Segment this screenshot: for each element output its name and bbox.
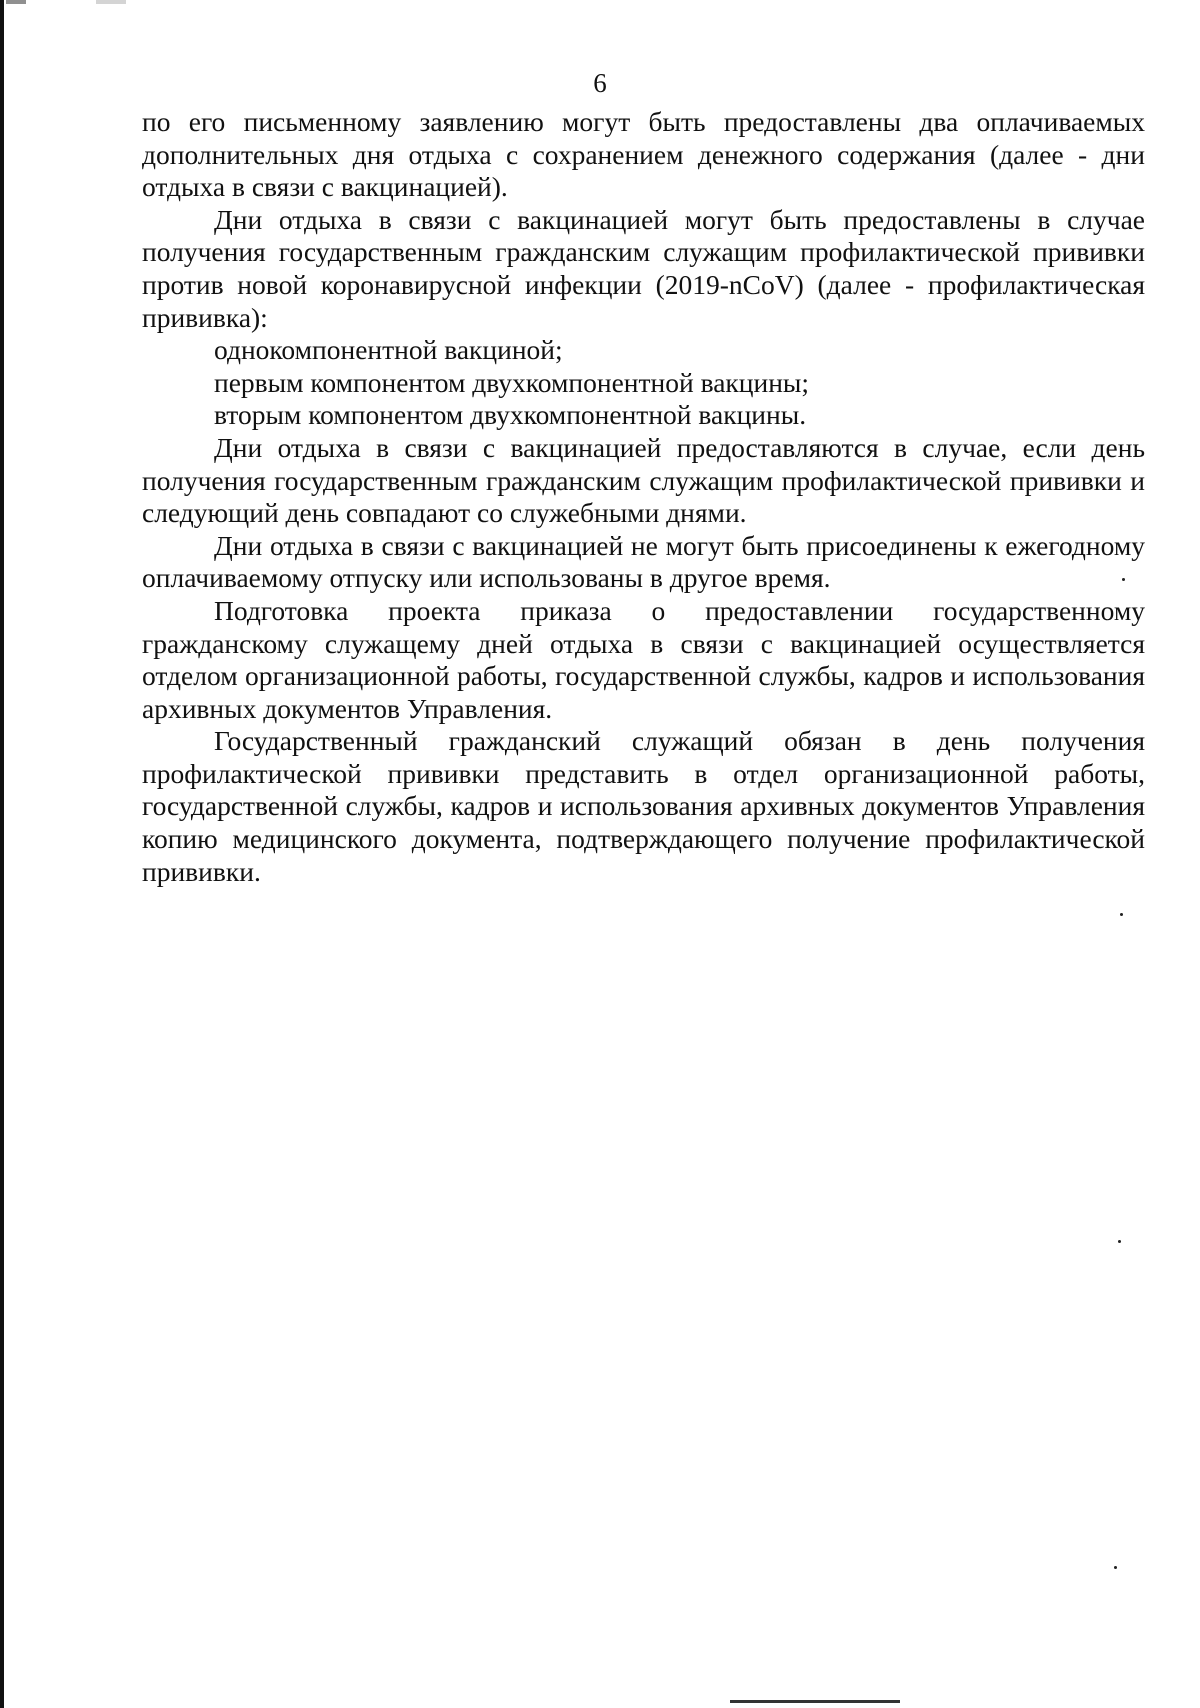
scan-speck [1118,1240,1121,1243]
scan-left-edge [0,0,4,1708]
list-item-first-component: первым компонентом двухкомпонентной вакцины; [214,366,810,398]
paragraph-working-days: Дни отдыха в связи с вакцинацией предоставляются в случае, если день получения государственным гражданским служащим профилактической прививки и следующий день совпадают со служебными днями. [142,431,1145,529]
scan-speck [1120,913,1123,916]
list-item-second-component: вторым компонентом двухкомпонентной вакцины. [214,399,807,431]
scan-bottom-line [730,1700,900,1703]
scan-speck [1114,1566,1117,1569]
page-number: 6 [593,68,607,98]
paragraph-order-preparation: Подготовка проекта приказа о предоставлении государственному гражданскому служащему дней отдыха в связи с вакцинацией осуществляется отделом организационной работы, государственной службы, кадров и использования архивных документов Управления. [142,594,1145,724]
scan-speck [1122,578,1125,581]
paragraph-medical-document: Государственный гражданский служащий обязан в день получения профилактической прививки представить в отдел организационной работы, государственной службы, кадров и использования архивных документов Управления копию медицинского документа, подтверждающего получение профилактической прививки. [142,725,1145,887]
paragraph-continuation: по его письменному заявлению могут быть предоставлены два оплачиваемых дополнительных дня отдыха с сохранением денежного содержания (далее - дни отдыха в связи с вакцинацией). [142,106,1145,203]
document-body [142,106,1145,888]
scan-top-mark [6,0,186,4]
list-item-single-component: однокомпонентной вакциной; [214,334,563,366]
paragraph-vaccination-days: Дни отдыха в связи с вакцинацией могут быть предоставлены в случае получения государственным гражданским служащим профилактической прививки против новой коронавирусной инфекции (2019-nCoV) (далее - профилактическая прививка): [142,203,1145,333]
paragraph-no-joining: Дни отдыха в связи с вакцинацией не могут быть присоединены к ежегодному оплачиваемому отпуску или использованы в другое время. [142,529,1145,594]
